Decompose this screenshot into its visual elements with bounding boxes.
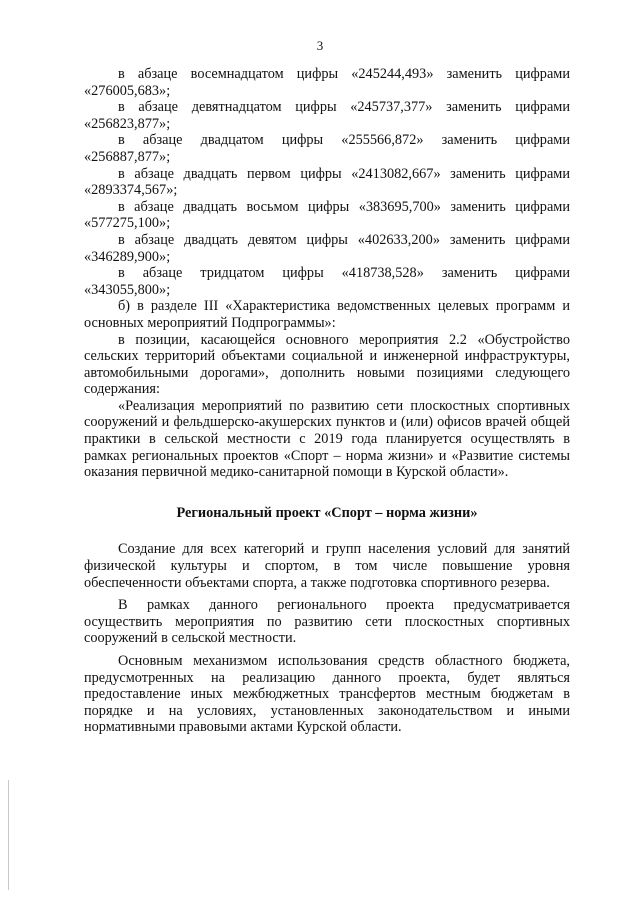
body-paragraph: Создание для всех категорий и групп населения условий для занятий физической культуры и спортом, в том числе повышение уровня обеспеченности объектами спорта, а также подготовка спортивного резерва. xyxy=(84,541,570,591)
amendment-paragraph-19: в абзаце девятнадцатом цифры «245737,377» заменить цифрами «256823,877»; xyxy=(84,99,570,132)
section-heading: Региональный проект «Спорт – норма жизни» xyxy=(176,504,478,521)
scan-edge-line xyxy=(8,780,9,890)
quoted-text-paragraph: «Реализация мероприятий по развитию сети плоскостных спортивных сооружений и фельдшерско-акушерских пунктов и (или) офисов врачей общей практики в сельской местности с 2019 года планируется осуществлять в рамках региональных проектов «Спорт – норма жизни» и «Развитие системы оказания первичной медико-санитарной помощи в Курской области». xyxy=(84,397,570,481)
page-number: 3 xyxy=(316,38,324,53)
amendment-paragraph-18: в абзаце восемнадцатом цифры «245244,493» заменить цифрами «276005,683»; xyxy=(84,66,570,99)
section-b-paragraph: б) в разделе III «Характеристика ведомственных целевых программ и основных мероприятий Подпрограммы»: xyxy=(84,298,570,331)
amendment-paragraph-21: в абзаце двадцать первом цифры «2413082,667» заменить цифрами «2893374,567»; xyxy=(84,165,570,199)
document-body xyxy=(84,66,570,736)
amendment-paragraph-30: в абзаце тридцатом цифры «418738,528» заменить цифрами «343055,800»; xyxy=(84,265,570,298)
body-paragraph: В рамках данного регионального проекта предусматривается осуществить мероприятия по развитию сети плоскостных спортивных сооружений в сельской местности. xyxy=(84,597,570,647)
position-paragraph: в позиции, касающейся основного мероприятия 2.2 «Обустройство сельских территорий объектами социальной и инженерной инфраструктуры, автомобильными дорогами», дополнить новыми позициями следующего содержания: xyxy=(84,331,570,398)
amendment-paragraph-20: в абзаце двадцатом цифры «255566,872» заменить цифрами «256887,877»; xyxy=(84,132,570,165)
body-paragraph: Основным механизмом использования средств областного бюджета, предусмотренных на реализацию данного проекта, будет являться предоставление иных межбюджетных трансфертов местным бюджетам в порядке и на условиях, установленных законодательством и иными нормативными правовыми актами Курской области. xyxy=(84,653,570,736)
amendment-paragraph-29: в абзаце двадцать девятом цифры «402633,200» заменить цифрами «346289,900»; xyxy=(84,231,570,265)
amendment-paragraph-28: в абзаце двадцать восьмом цифры «383695,700» заменить цифрами «577275,100»; xyxy=(84,198,570,232)
